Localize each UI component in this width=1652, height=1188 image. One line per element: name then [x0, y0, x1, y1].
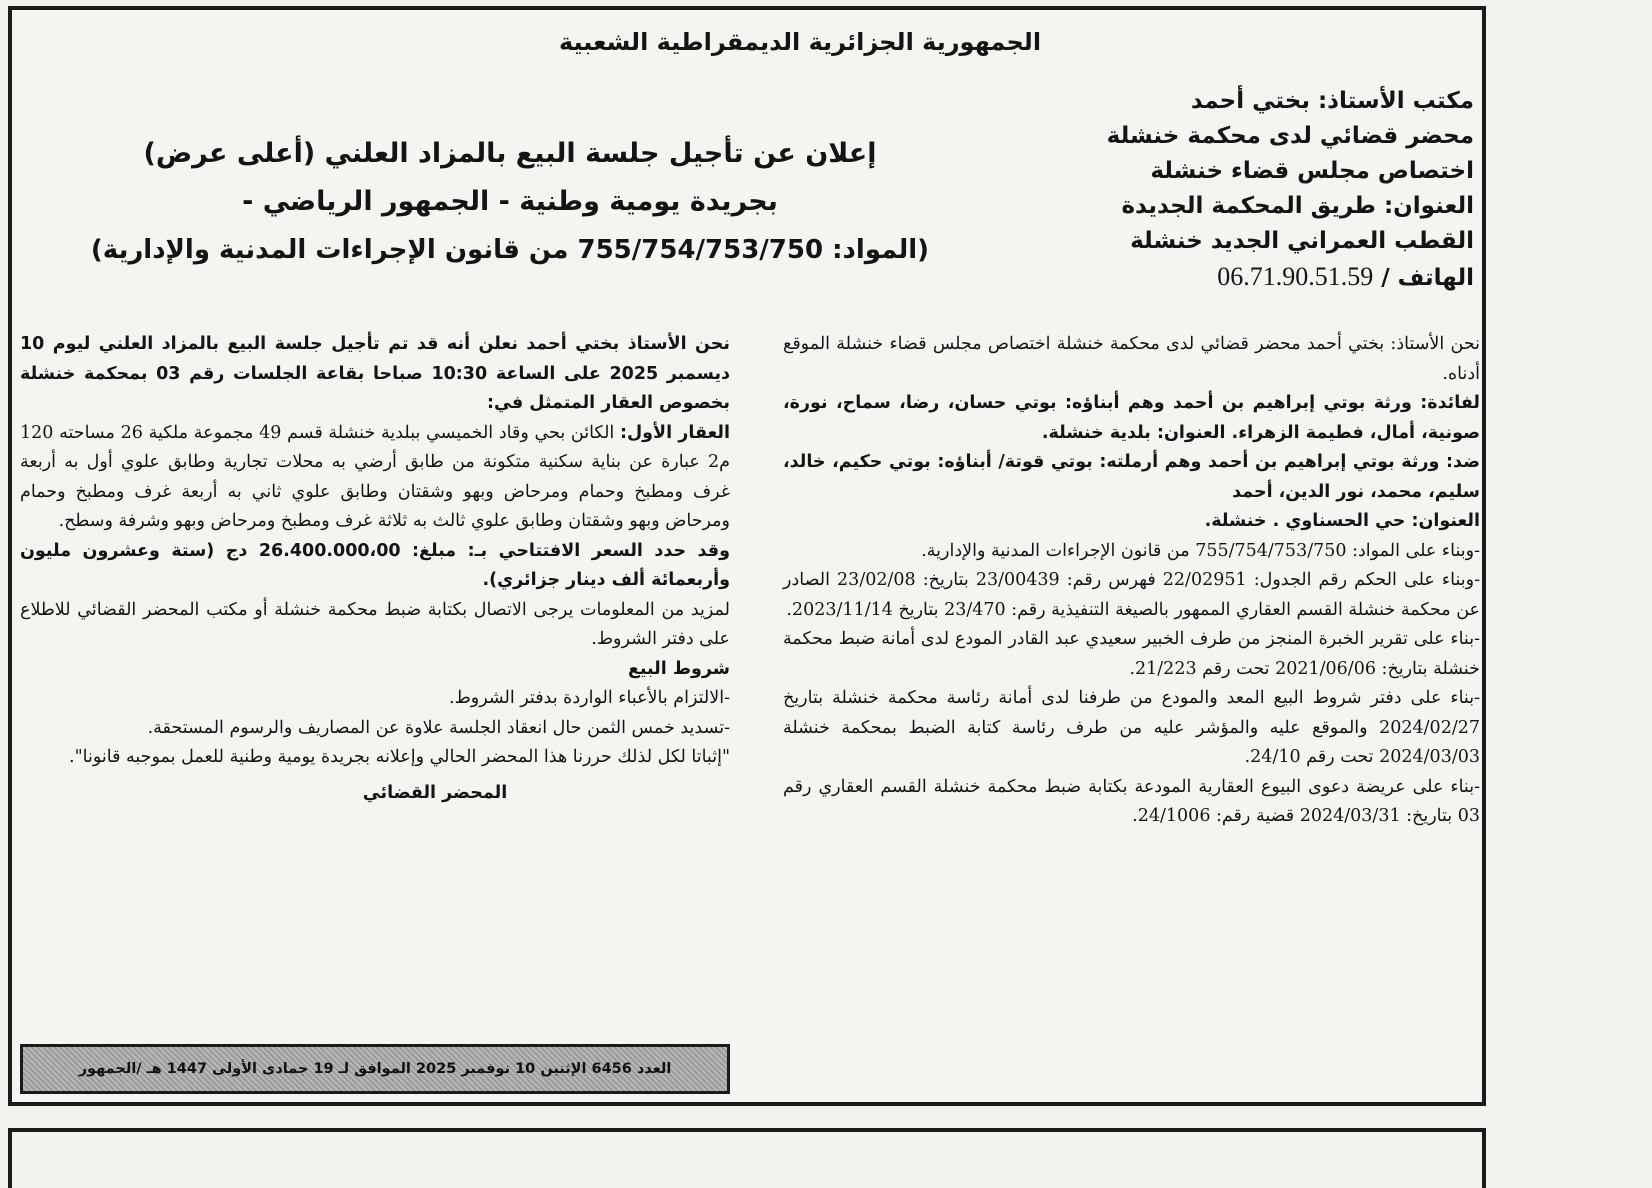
- sale-condition: -تسديد خمس الثمن حال انعقاد الجلسة علاوة عن المصاريف والرسوم المستحقة.: [147, 717, 730, 738]
- sale-condition: -الالتزام بالأعباء الواردة بدفتر الشروط.: [449, 688, 730, 708]
- notice-title: إعلان عن تأجيل جلسة البيع بالمزاد العلني (أعلى عرض): [143, 138, 877, 169]
- property-text: الكائن بحي وقاد الخميسي ببلدية خنشلة قسم 49 مجموعة ملكية 26 مساحته 120 م2 عبارة عن بناية سكنية متكونة من طابق أرضي به محلات تجارية وطابق علوي أول به أربعة غرف ومطبخ وحمام ومرحاض وبهو وشقتان وطابق علوي ثاني به أربعة غرف ومطبخ وحمام ومرحاض وبهو وشقتان وطابق علوي ثالث به ثلاثة غرف ومطبخ ومرحاض وبهو وشرفة وسطح.: [20, 422, 730, 531]
- property-description: [20, 419, 730, 537]
- office-line: العنوان: طريق المحكمة الجديدة: [1121, 193, 1474, 219]
- beneficiary-party: لفائدة: ورثة بوتي إبراهيم بن أحمد وهم أبناؤه: بوتي حسان، رضا، سماح، نورة، صونية، أمال، فطيمة الزهراء. العنوان: بلدية خنشلة.: [783, 393, 1480, 443]
- phone-number: 06.71.90.51.59: [1217, 262, 1374, 291]
- closing-statement: "إثباتا لكل لذلك حررنا هذا المحضر الحالي وإعلانه بجريدة يومية وطنية للعمل بموجبه قانونا".: [69, 747, 730, 767]
- defendant-party: ضد: ورثة بوتي إبراهيم بن أحمد وهم أرملته: بوتي قوتة/ أبناؤه: بوتي حكيم، خالد، سليم، محمد، نور الدين، أحمد: [783, 452, 1480, 502]
- office-line: القطب العمراني الجديد خنشلة: [1130, 228, 1474, 254]
- notice-legal-reference: (المواد: 755/754/753/750 من قانون الإجراءات المدنية والإدارية): [90, 235, 930, 265]
- next-notice-frame-edge: [8, 1128, 1486, 1188]
- notice-subtitle: بجريدة يومية وطنية - الجمهور الرياضي -: [242, 186, 778, 217]
- republic-header: الجمهورية الجزائرية الديمقراطية الشعبية: [558, 28, 1042, 56]
- defendant-address: العنوان: حي الحسناوي . خنشلة.: [1204, 511, 1480, 531]
- legal-basis-item: -بناء على عريضة دعوى البيوع العقارية المودعة بكتابة ضبط محكمة خنشلة القسم العقاري رقم 03 بتاريخ: 2024/03/31 قضية رقم: 24/1006.: [783, 776, 1480, 826]
- issue-footer-bar: العدد 6456 الإثنين 10 نوفمبر 2025 الموافق لـ 19 جمادى الأولى 1447 هـ /الجمهور: [20, 1044, 730, 1094]
- bailiff-office-block: [954, 84, 1474, 296]
- postponement-announcement: نحن الأستاذ بختي أحمد نعلن أنه قد تم تأجيل جلسة البيع بالمزاد العلني ليوم 10 ديسمبر 2025 على الساعة 10:30 صباحا بقاعة الجلسات رقم 03 بمحكمة خنشلة بخصوص العقار المتمثل في:: [20, 334, 730, 413]
- sale-conditions-title: شروط البيع: [627, 658, 730, 679]
- notice-title-block: [60, 130, 960, 274]
- signature-title: المحضر القضائي: [362, 782, 508, 803]
- office-phone-line: [954, 259, 1474, 296]
- legal-basis-item: -بناء على تقرير الخبرة المنجز من طرف الخبير سعيدي عبد القادر المودع لدى أمانة ضبط محكمة خنشلة بتاريخ: 2021/06/06 تحت رقم 21/223.: [783, 629, 1480, 679]
- legal-basis-item: -وبناء على الحكم رقم الجدول: 22/02951 فهرس رقم: 23/00439 بتاريخ: 23/02/08 الصادر عن محكمة خنشلة القسم العقاري الممهور بالصيغة التنفيذية رقم: 23/470 بتاريخ 2023/11/14.: [783, 570, 1480, 620]
- announcement-column: [20, 330, 730, 808]
- office-line: مكتب الأستاذ: بختي أحمد: [1190, 88, 1474, 114]
- office-line: محضر قضائي لدى محكمة خنشلة: [1106, 123, 1474, 149]
- office-line: اختصاص مجلس قضاء خنشلة: [1150, 158, 1474, 184]
- legal-basis-item: -بناء على دفتر شروط البيع المعد والمودع من طرفنا لدى أمانة رئاسة محكمة خنشلة بتاريخ 2024/02/27 والموقع عليه والمؤشر عليه من طرف رئاسة كتابة الضبط بمحكمة خنشلة 2024/03/03 تحت رقم 24/10.: [783, 688, 1480, 767]
- more-info: لمزيد من المعلومات يرجى الاتصال بكتابة ضبط محكمة خنشلة أو مكتب المحضر القضائي للاطلاع على دفتر الشروط.: [20, 599, 730, 649]
- bailiff-intro: نحن الأستاذ: بختي أحمد محضر قضائي لدى محكمة خنشلة اختصاص مجلس قضاء خنشلة الموقع أدناه.: [783, 334, 1480, 384]
- legal-basis-column: [783, 330, 1480, 832]
- opening-price: وقد حدد السعر الافتتاحي بـ: مبلغ: 26.400.000،00 دج (ستة وعشرون مليون وأربعمائة ألف دينار جزائري).: [20, 540, 730, 590]
- phone-label: الهاتف /: [1381, 265, 1474, 291]
- legal-basis-item: -وبناء على المواد: 755/754/753/750 من قانون الإجراءات المدنية والإدارية.: [921, 540, 1480, 561]
- property-label: العقار الأول:: [620, 422, 730, 443]
